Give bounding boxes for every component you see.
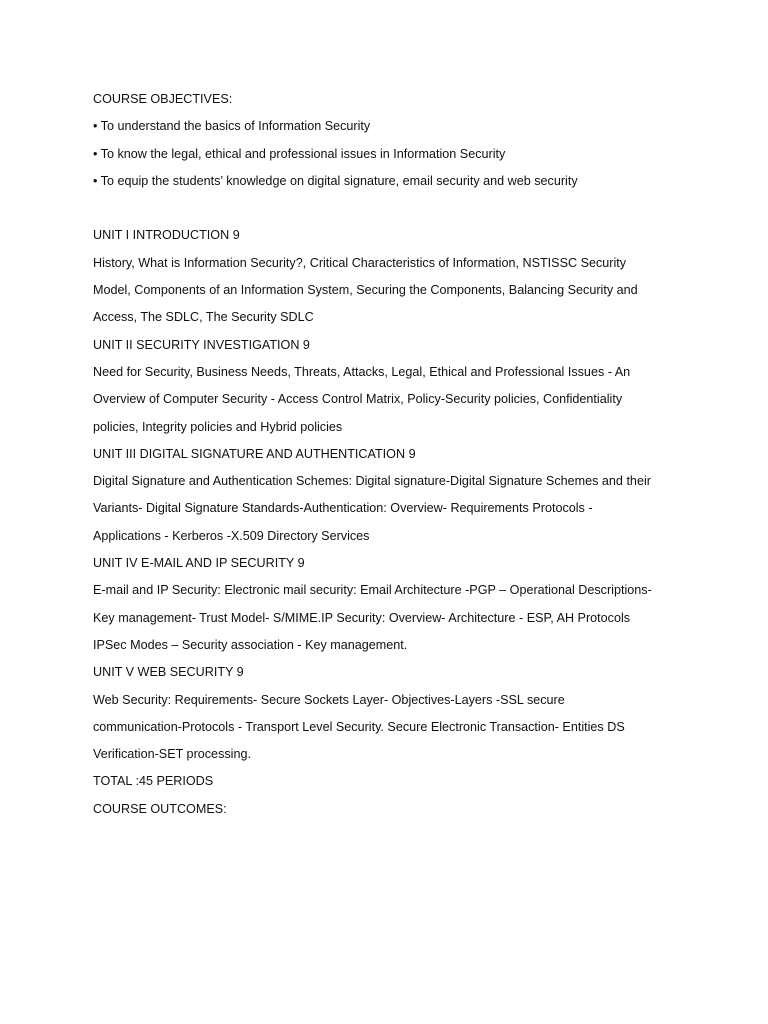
- unit-text-line: Key management- Trust Model- S/MIME.IP Security: Overview- Architecture - ESP, AH Protocols: [93, 610, 631, 625]
- document-body: [93, 86, 683, 823]
- total-periods: TOTAL :45 PERIODS: [93, 774, 214, 789]
- objectives-heading: COURSE OBJECTIVES:: [93, 92, 233, 106]
- unit-text-line: Access, The SDLC, The Security SDLC: [93, 310, 314, 325]
- unit-title: UNIT I INTRODUCTION 9: [93, 228, 240, 243]
- unit-section: [93, 332, 683, 441]
- unit-section: [93, 441, 683, 550]
- outcomes-heading: COURSE OUTCOMES:: [93, 801, 227, 816]
- objective-item: • To know the legal, ethical and professional issues in Information Security: [93, 146, 506, 161]
- unit-text-line: History, What is Information Security?, Critical Characteristics of Information, NSTISSC Security: [93, 255, 627, 270]
- unit-title: UNIT V WEB SECURITY 9: [93, 665, 244, 680]
- unit-text-line: Overview of Computer Security - Access Control Matrix, Policy-Security policies, Confidentiality: [93, 392, 623, 407]
- unit-section: [93, 659, 683, 768]
- unit-text-line: Verification-SET processing.: [93, 747, 251, 762]
- unit-text-line: Web Security: Requirements- Secure Sockets Layer- Objectives-Layers -SSL secure: [93, 692, 565, 707]
- unit-text-line: Digital Signature and Authentication Schemes: Digital signature-Digital Signature Schemes and their: [93, 474, 651, 489]
- unit-text-line: communication-Protocols - Transport Level Security. Secure Electronic Transaction- Entities DS: [93, 719, 625, 734]
- unit-text-line: Need for Security, Business Needs, Threats, Attacks, Legal, Ethical and Professional Issues - An: [93, 364, 631, 379]
- unit-section: [93, 550, 683, 659]
- unit-text-line: policies, Integrity policies and Hybrid policies: [93, 419, 343, 434]
- unit-title: UNIT III DIGITAL SIGNATURE AND AUTHENTICATION 9: [93, 446, 416, 461]
- unit-text-line: E-mail and IP Security: Electronic mail security: Email Architecture -PGP – Operational Descriptions-: [93, 583, 652, 598]
- unit-text-line: Applications - Kerberos -X.509 Directory Services: [93, 528, 370, 543]
- unit-section: [93, 222, 683, 331]
- unit-text-line: Variants- Digital Signature Standards-Authentication: Overview- Requirements Protocols -: [93, 501, 593, 516]
- blank-line: [93, 195, 683, 222]
- objective-item: • To equip the students’ knowledge on digital signature, email security and web security: [93, 173, 578, 188]
- unit-title: UNIT IV E-MAIL AND IP SECURITY 9: [93, 556, 305, 571]
- unit-text-line: IPSec Modes – Security association - Key management.: [93, 637, 408, 652]
- unit-title: UNIT II SECURITY INVESTIGATION 9: [93, 337, 310, 352]
- objective-item: • To understand the basics of Information Security: [93, 119, 371, 134]
- unit-text-line: Model, Components of an Information System, Securing the Components, Balancing Security and: [93, 283, 638, 298]
